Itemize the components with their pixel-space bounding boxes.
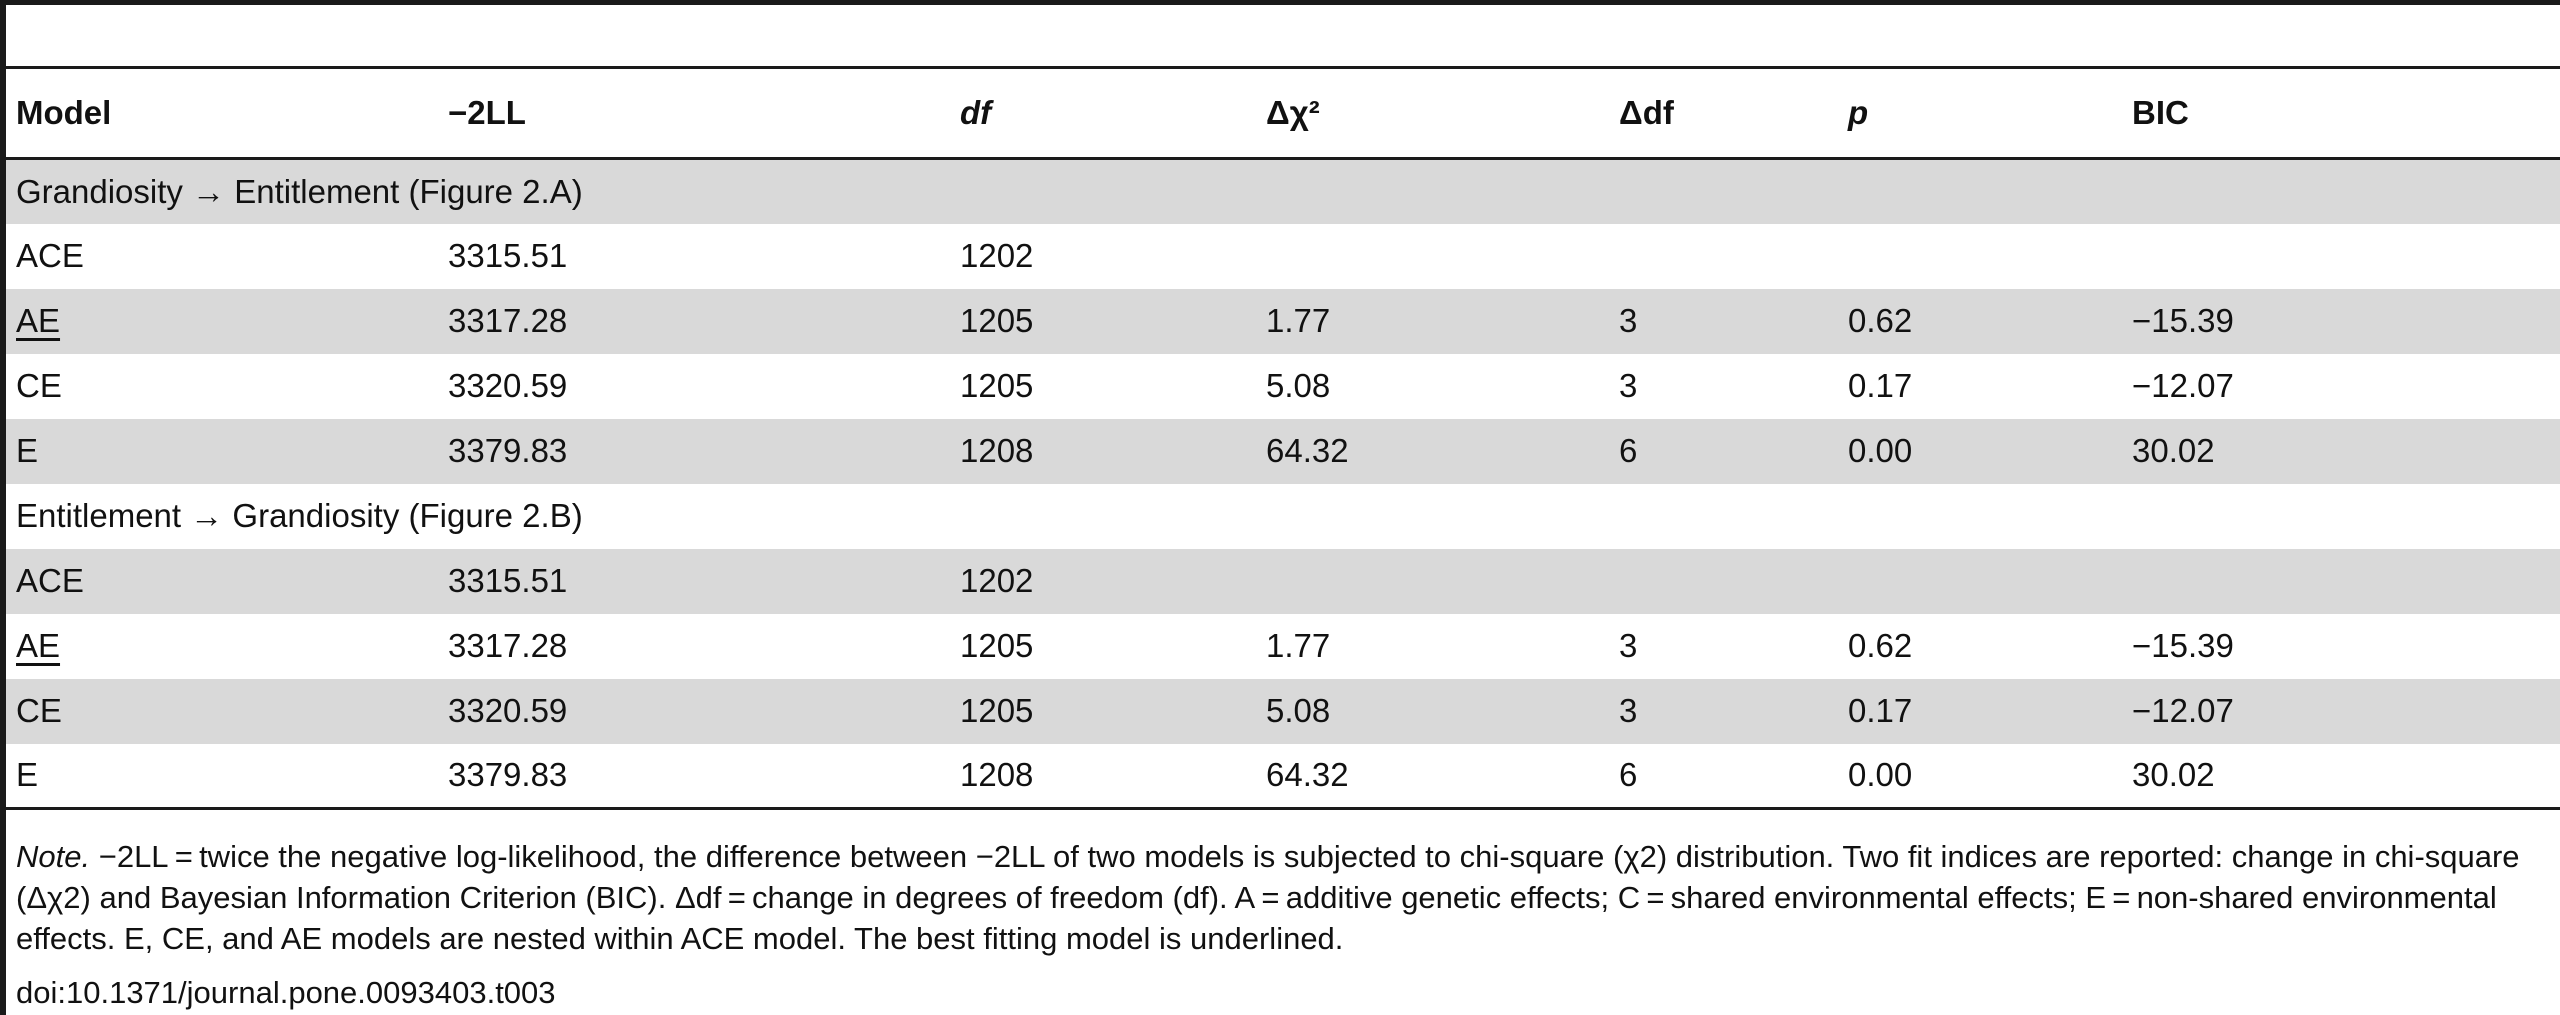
cell-delta-chi: 64.32	[1266, 432, 1349, 469]
cell-p: 0.17	[1848, 692, 1913, 729]
cell-2ll: 3317.28	[448, 627, 568, 664]
cell-delta-df: 3	[1619, 367, 1638, 404]
note-text: −2LL = twice the negative log-likelihood, the difference between −2LL of two models is subjected to chi-square (χ2) distribution. Two fit indices are reported: change in chi-square (Δχ2) and Bayesian Information Criterion (BIC). Δdf = change in degrees of freedom (df). A = additive genetic effects; C = shared environmental effects; E = non-shared environmental effects. E, CE, and AE models are nested within ACE model. The best fitting model is underlined.	[16, 839, 2520, 956]
section-title: Entitlement → Grandiosity (Figure 2.B)	[16, 497, 583, 534]
cell-delta-chi: 1.77	[1266, 302, 1331, 339]
cell-delta-df: 6	[1609, 744, 1838, 809]
cell-p: 0.00	[1848, 432, 1913, 469]
col-header-2ll: −2LL	[438, 68, 950, 159]
cell-p: 0.62	[1848, 627, 1913, 664]
cell-p: 0.17	[1848, 367, 1913, 404]
cell-bic: 30.02	[2122, 744, 2560, 809]
cell-p: 0.00	[1838, 744, 2122, 809]
cell-df: 1202	[960, 562, 1034, 599]
table-row	[6, 354, 2560, 419]
cell-delta-df: 3	[1619, 627, 1638, 664]
cell-df: 1208	[950, 744, 1256, 809]
cell-2ll: 3315.51	[448, 237, 568, 274]
cell-delta-df: 3	[1619, 302, 1638, 339]
section-title: Grandiosity → Entitlement (Figure 2.A)	[16, 172, 583, 210]
cell-delta-df	[1609, 549, 1838, 614]
cell-bic	[2122, 224, 2560, 289]
cell-delta-chi	[1256, 549, 1609, 614]
col-header-df: df	[950, 68, 1256, 159]
col-header-delta-chi: Δχ²	[1256, 68, 1609, 159]
top-rule	[0, 0, 2560, 5]
cell-bic	[2122, 549, 2560, 614]
cell-2ll: 3379.83	[438, 744, 950, 809]
table-row	[6, 549, 2560, 614]
cell-bic: −12.07	[2132, 367, 2234, 404]
table-row	[6, 224, 2560, 289]
cell-delta-chi: 5.08	[1266, 367, 1331, 404]
note-label: Note.	[16, 839, 91, 874]
cell-2ll: 3320.59	[448, 367, 568, 404]
table-row	[6, 419, 2560, 484]
cell-delta-df	[1609, 224, 1838, 289]
cell-model	[6, 289, 438, 354]
cell-model: ACE	[16, 237, 84, 274]
cell-2ll: 3320.59	[448, 692, 568, 729]
cell-p: 0.62	[1848, 302, 1913, 339]
results-table	[6, 66, 2560, 810]
cell-2ll: 3317.28	[448, 302, 568, 339]
cell-df: 1205	[960, 627, 1034, 664]
cell-df: 1205	[960, 302, 1034, 339]
best-model-label: AE	[16, 302, 61, 339]
cell-delta-chi: 64.32	[1256, 744, 1609, 809]
cell-delta-df: 3	[1619, 692, 1638, 729]
best-model-label: AE	[16, 627, 61, 664]
cell-model: E	[6, 744, 438, 809]
cell-model: ACE	[16, 562, 84, 599]
cell-df: 1202	[960, 237, 1034, 274]
col-header-p: p	[1838, 68, 2122, 159]
cell-p	[1838, 224, 2122, 289]
cell-bic: −15.39	[2132, 302, 2234, 339]
cell-df: 1205	[960, 367, 1034, 404]
cell-delta-chi	[1256, 224, 1609, 289]
cell-bic: 30.02	[2132, 432, 2215, 469]
cell-model: CE	[16, 692, 62, 729]
table-row	[6, 289, 2560, 354]
section-header-row	[6, 159, 2560, 224]
cell-bic: −12.07	[2132, 692, 2234, 729]
cell-2ll: 3379.83	[448, 432, 568, 469]
cell-model	[6, 614, 438, 679]
table-row	[6, 679, 2560, 744]
cell-model: CE	[16, 367, 62, 404]
section-header-row	[6, 484, 2560, 549]
col-header-model: Model	[6, 68, 438, 159]
doi-link[interactable]: doi:10.1371/journal.pone.0093403.t003	[16, 975, 556, 1010]
col-header-bic: BIC	[2122, 68, 2560, 159]
cell-delta-chi: 5.08	[1266, 692, 1331, 729]
cell-bic: −15.39	[2132, 627, 2234, 664]
cell-model: E	[16, 432, 39, 469]
cell-delta-df: 6	[1619, 432, 1638, 469]
cell-df: 1208	[960, 432, 1034, 469]
header-row	[6, 68, 2560, 159]
cell-p	[1838, 549, 2122, 614]
table-row	[6, 614, 2560, 679]
cell-df: 1205	[960, 692, 1034, 729]
table-row	[6, 744, 2560, 809]
cell-2ll: 3315.51	[448, 562, 568, 599]
table-footnote	[16, 836, 2556, 959]
col-header-delta-df: Δdf	[1609, 68, 1838, 159]
cell-delta-chi: 1.77	[1266, 627, 1331, 664]
